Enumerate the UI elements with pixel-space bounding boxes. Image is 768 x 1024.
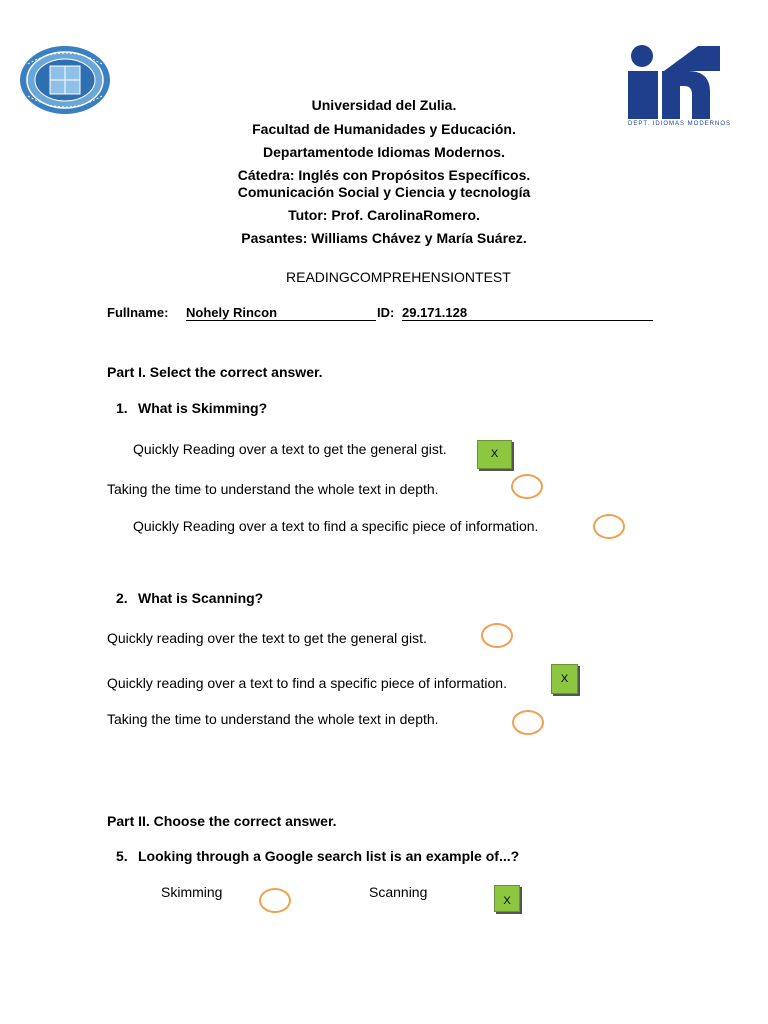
header-catedra: Cátedra: Inglés con Propósitos Específicos.	[237, 167, 531, 183]
q2-number: 2.	[116, 590, 128, 606]
department-logo-text: DEPT. IDIOMAS MODERNOS	[628, 121, 732, 127]
q2-option-1-circle[interactable]	[481, 623, 513, 648]
q5-text: Looking through a Google search list is an example of...?	[138, 848, 520, 864]
q5-option-scanning: Scanning	[369, 884, 428, 900]
x-mark: X	[503, 895, 511, 907]
q1-option-3: Quickly Reading over a text to find a specific piece of information.	[133, 518, 539, 534]
header-tutor: Tutor: Prof. CarolinaRomero.	[288, 207, 480, 223]
q2-option-1: Quickly reading over the text to get the general gist.	[107, 630, 427, 646]
header-university: Universidad del Zulia.	[311, 97, 457, 113]
q1-option-3-circle[interactable]	[593, 514, 625, 539]
q1-text: What is Skimming?	[138, 400, 268, 416]
header-program: Comunicación Social y Ciencia y tecnología	[237, 184, 531, 200]
fullname-label: Fullname:	[107, 305, 169, 320]
q1-option-2-circle[interactable]	[511, 474, 543, 499]
part1-heading: Part I. Select the correct answer.	[107, 364, 323, 380]
q2-option-3: Taking the time to understand the whole text in depth.	[107, 711, 439, 727]
q2-text: What is Scanning?	[138, 590, 264, 606]
q5-option-skimming-circle[interactable]	[259, 888, 291, 913]
q1-option-1-selected-mark[interactable]	[477, 440, 512, 469]
q5-number: 5.	[116, 848, 128, 864]
q5-option-scanning-selected-mark[interactable]	[494, 885, 520, 912]
id-label: ID:	[377, 305, 395, 320]
x-mark: X	[490, 448, 499, 460]
header-department: Departamentode Idiomas Modernos.	[263, 144, 505, 160]
header-faculty: Facultad de Humanidades y Educación.	[252, 121, 516, 137]
part2-heading: Part II. Choose the correct answer.	[107, 813, 337, 829]
q5-option-skimming: Skimming	[161, 884, 223, 900]
q2-option-2: Quickly reading over a text to find a specific piece of information.	[107, 675, 507, 691]
fullname-value: Nohely Rincon	[186, 305, 376, 321]
q1-option-2: Taking the time to understand the whole text in depth.	[107, 481, 439, 497]
q2-option-3-circle[interactable]	[512, 710, 544, 735]
test-title: READINGCOMPREHENSIONTEST	[286, 269, 511, 285]
q1-option-1: Quickly Reading over a text to get the general gist.	[133, 441, 447, 457]
header-interns: Pasantes: Williams Chávez y María Suárez.	[241, 230, 527, 246]
x-mark: X	[560, 673, 569, 685]
q2-option-2-selected-mark[interactable]	[551, 664, 578, 694]
department-logo	[626, 44, 732, 128]
q1-number: 1.	[116, 400, 128, 416]
id-value: 29.171.128	[402, 305, 653, 321]
